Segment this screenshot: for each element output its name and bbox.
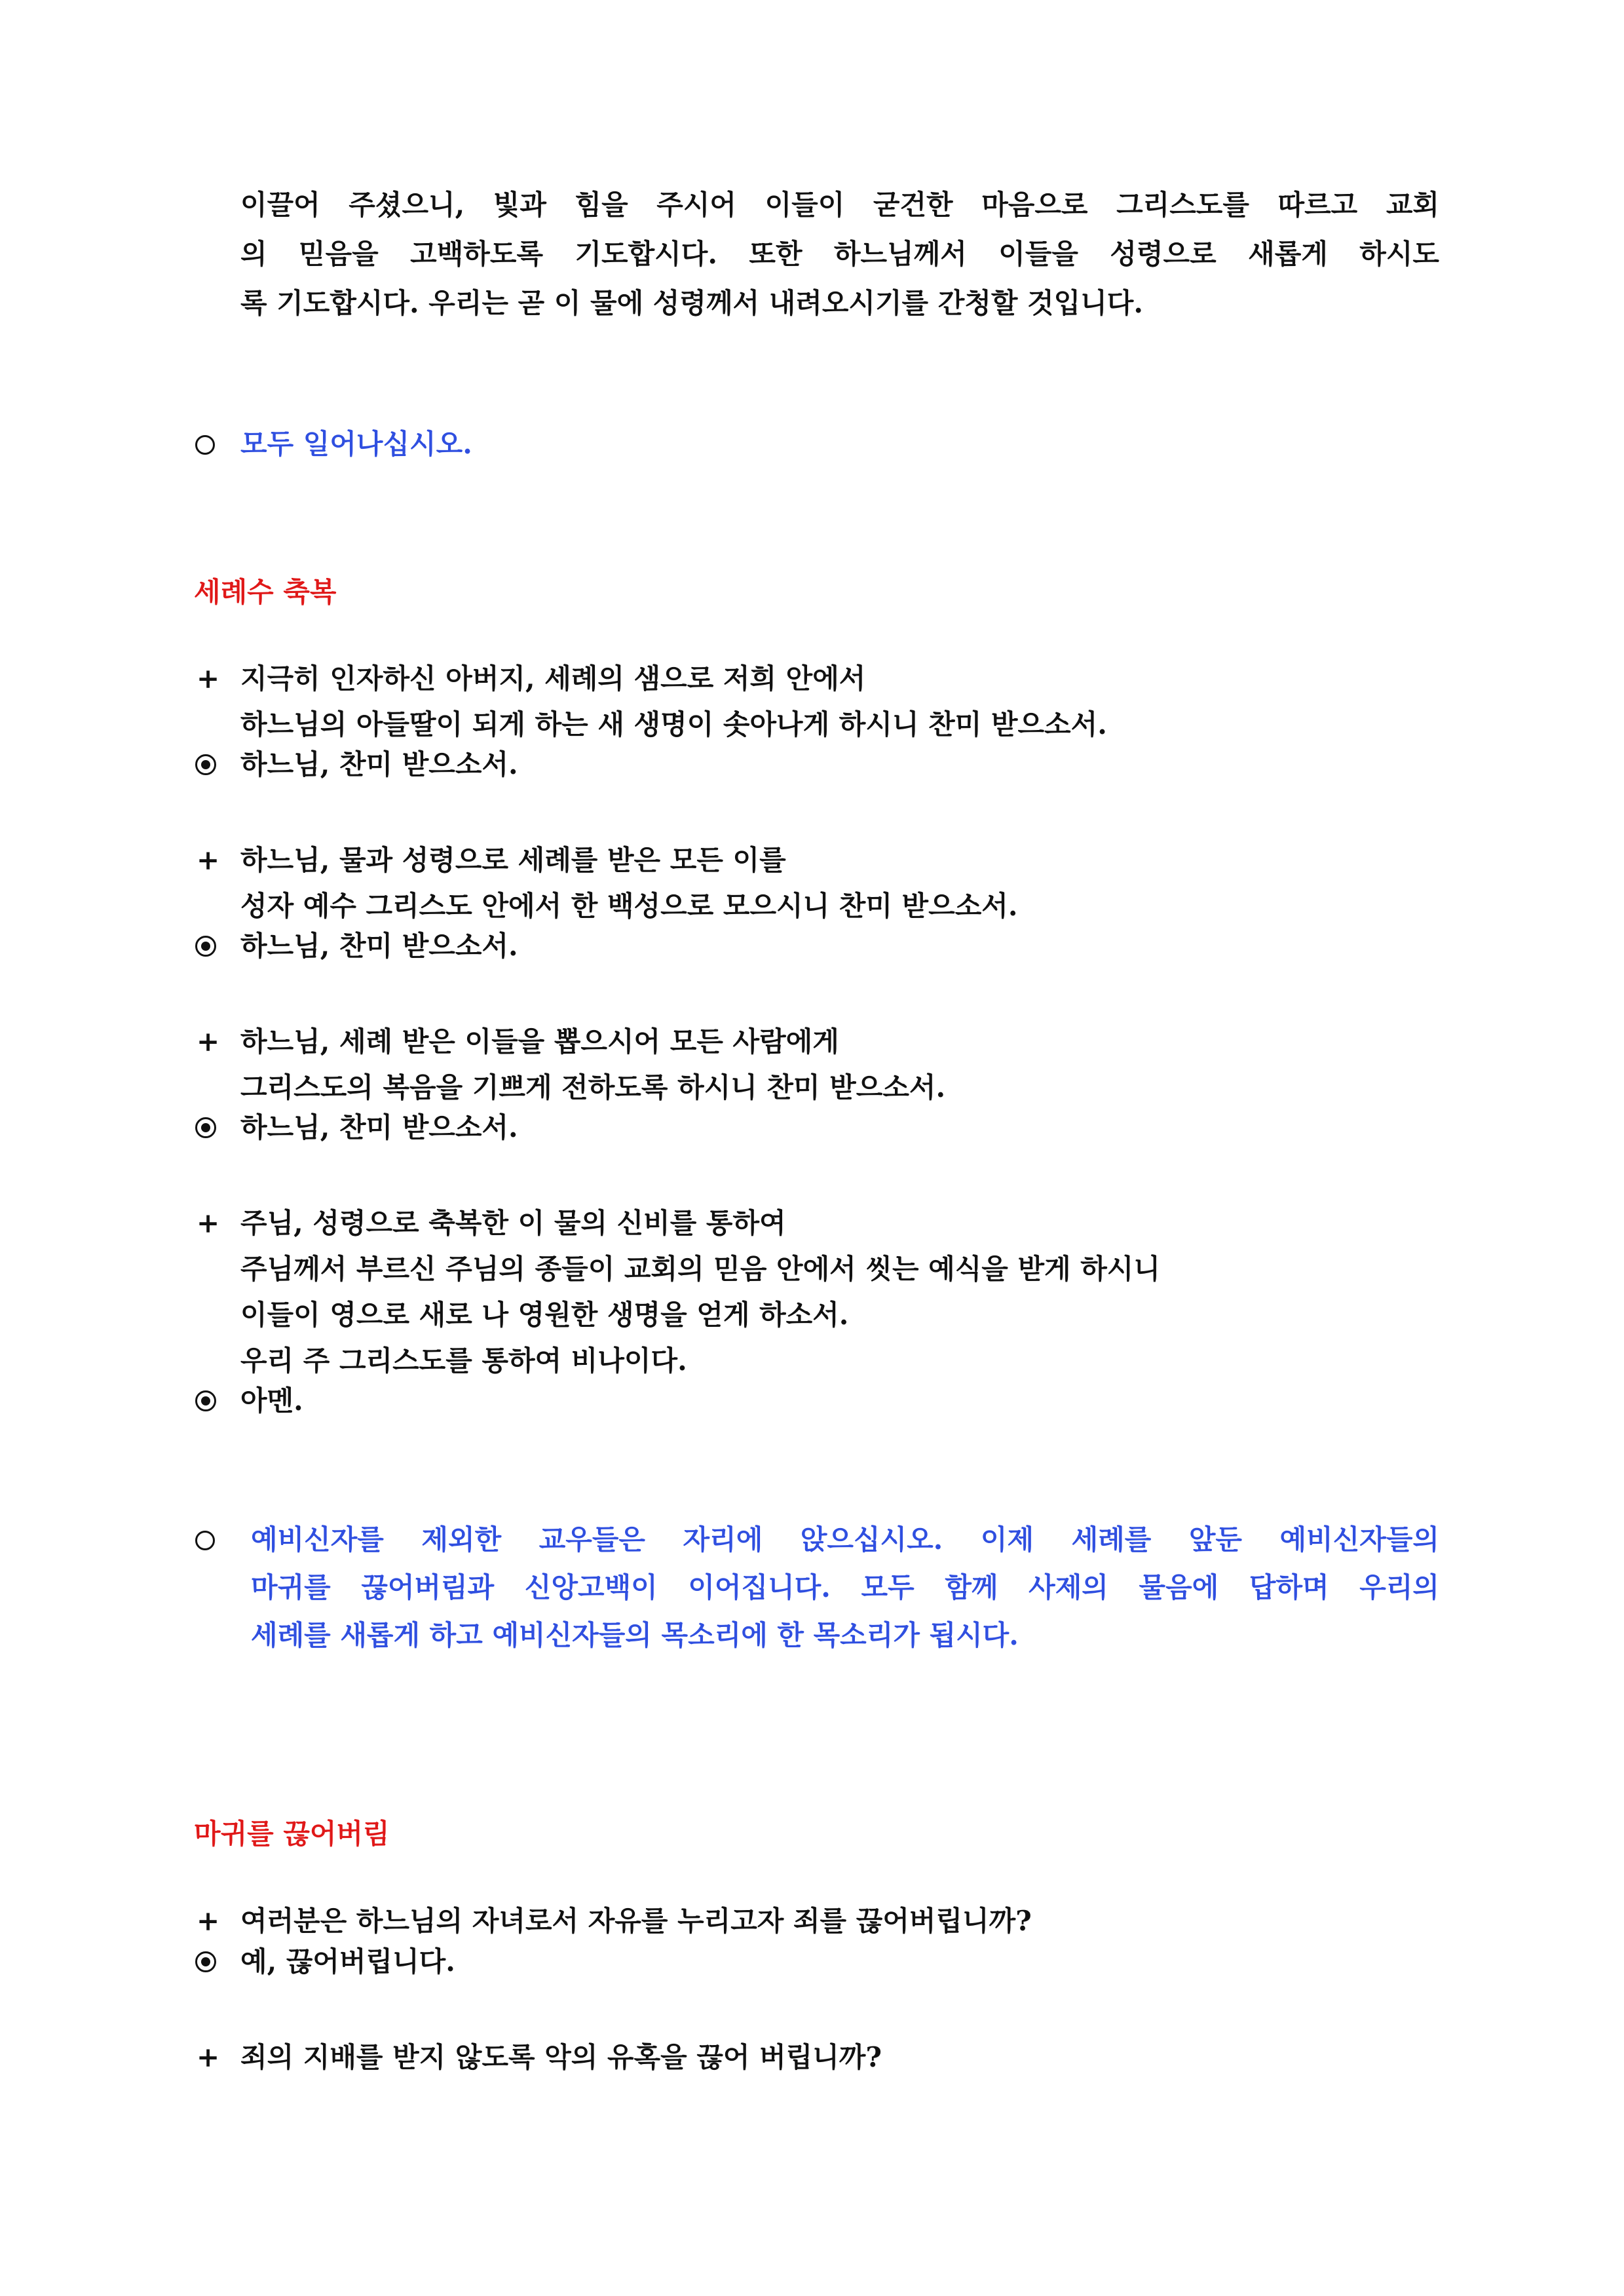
- petition-1-line-1: 지극히 인자하신 아버지, 세례의 샘으로 저희 안에서: [240, 662, 866, 695]
- petition-2-line-2: 성자 예수 그리스도 안에서 한 백성으로 모으시니 찬미 받으소서.: [240, 890, 1018, 922]
- petition-1-response: 하느님, 찬미 받으소서.: [240, 748, 518, 780]
- petition-2-line-1: 하느님, 물과 성령으로 세례를 받은 모든 이를: [240, 844, 786, 876]
- priest-cross-icon: +: [197, 1025, 220, 1058]
- rubric-circle-icon: [195, 435, 215, 455]
- priest-cross-icon: +: [197, 2041, 220, 2073]
- intro-line-2: 의 믿음을 고백하도록 기도합시다. 또한 하느님께서 이들을 성령으로 새롭게 하시도: [240, 238, 1439, 270]
- renunciation-2-question: 죄의 지배를 받지 않도록 악의 유혹을 끊어 버립니까?: [240, 2041, 882, 2073]
- rubric-2-line-2: 마귀를 끊어버림과 신앙고백이 이어집니다. 모두 함께 사제의 물음에 답하며 우리의: [251, 1571, 1439, 1603]
- people-response-icon: [195, 1117, 216, 1138]
- petition-4-response: 아멘.: [240, 1385, 303, 1417]
- priest-cross-icon: +: [197, 1207, 220, 1239]
- rubric-stand-text: 모두 일어나십시오.: [240, 428, 472, 460]
- petition-3-line-2: 그리스도의 복음을 기쁘게 전하도록 하시니 찬미 받으소서.: [240, 1071, 946, 1103]
- petition-4-line-1: 주님, 성령으로 축복한 이 물의 신비를 통하여: [240, 1207, 786, 1239]
- renunciation-1-response: 예, 끊어버립니다.: [240, 1945, 455, 1978]
- priest-cross-icon: +: [197, 662, 220, 695]
- people-response-icon: [195, 1951, 216, 1972]
- petition-4-line-3: 이들이 영으로 새로 나 영원한 생명을 얻게 하소서.: [240, 1299, 849, 1331]
- people-response-icon: [195, 936, 216, 957]
- priest-cross-icon: +: [197, 844, 220, 876]
- people-response-icon: [195, 754, 216, 775]
- renunciation-1-question: 여러분은 하느님의 자녀로서 자유를 누리고자 죄를 끊어버립니까?: [240, 1905, 1032, 1937]
- rubric-2-line-3: 세례를 새롭게 하고 예비신자들의 목소리에 한 목소리가 됩시다.: [251, 1619, 1019, 1651]
- petition-3-line-1: 하느님, 세례 받은 이들을 뽑으시어 모든 사람에게: [240, 1025, 839, 1058]
- priest-cross-icon: +: [197, 1905, 220, 1937]
- petition-3-response: 하느님, 찬미 받으소서.: [240, 1111, 518, 1143]
- petition-4-line-4: 우리 주 그리스도를 통하여 비나이다.: [240, 1345, 687, 1377]
- section-heading-water-blessing: 세례수 축복: [194, 576, 337, 608]
- intro-line-1: 이끌어 주셨으니, 빛과 힘을 주시어 이들이 굳건한 마음으로 그리스도를 따르고 교회: [240, 189, 1439, 221]
- intro-line-3: 록 기도합시다. 우리는 곧 이 물에 성령께서 내려오시기를 간청할 것입니다.: [240, 287, 1144, 319]
- petition-1-line-2: 하느님의 아들딸이 되게 하는 새 생명이 솟아나게 하시니 찬미 받으소서.: [240, 708, 1107, 740]
- people-response-icon: [195, 1390, 216, 1411]
- petition-2-response: 하느님, 찬미 받으소서.: [240, 930, 518, 962]
- rubric-2-line-1: 예비신자를 제외한 교우들은 자리에 앉으십시오. 이제 세례를 앞둔 예비신자들의: [251, 1523, 1439, 1556]
- petition-4-line-2: 주님께서 부르신 주님의 종들이 교회의 믿음 안에서 씻는 예식을 받게 하시니: [240, 1253, 1160, 1285]
- section-heading-renunciation: 마귀를 끊어버림: [194, 1818, 390, 1850]
- rubric-circle-icon: [195, 1531, 215, 1550]
